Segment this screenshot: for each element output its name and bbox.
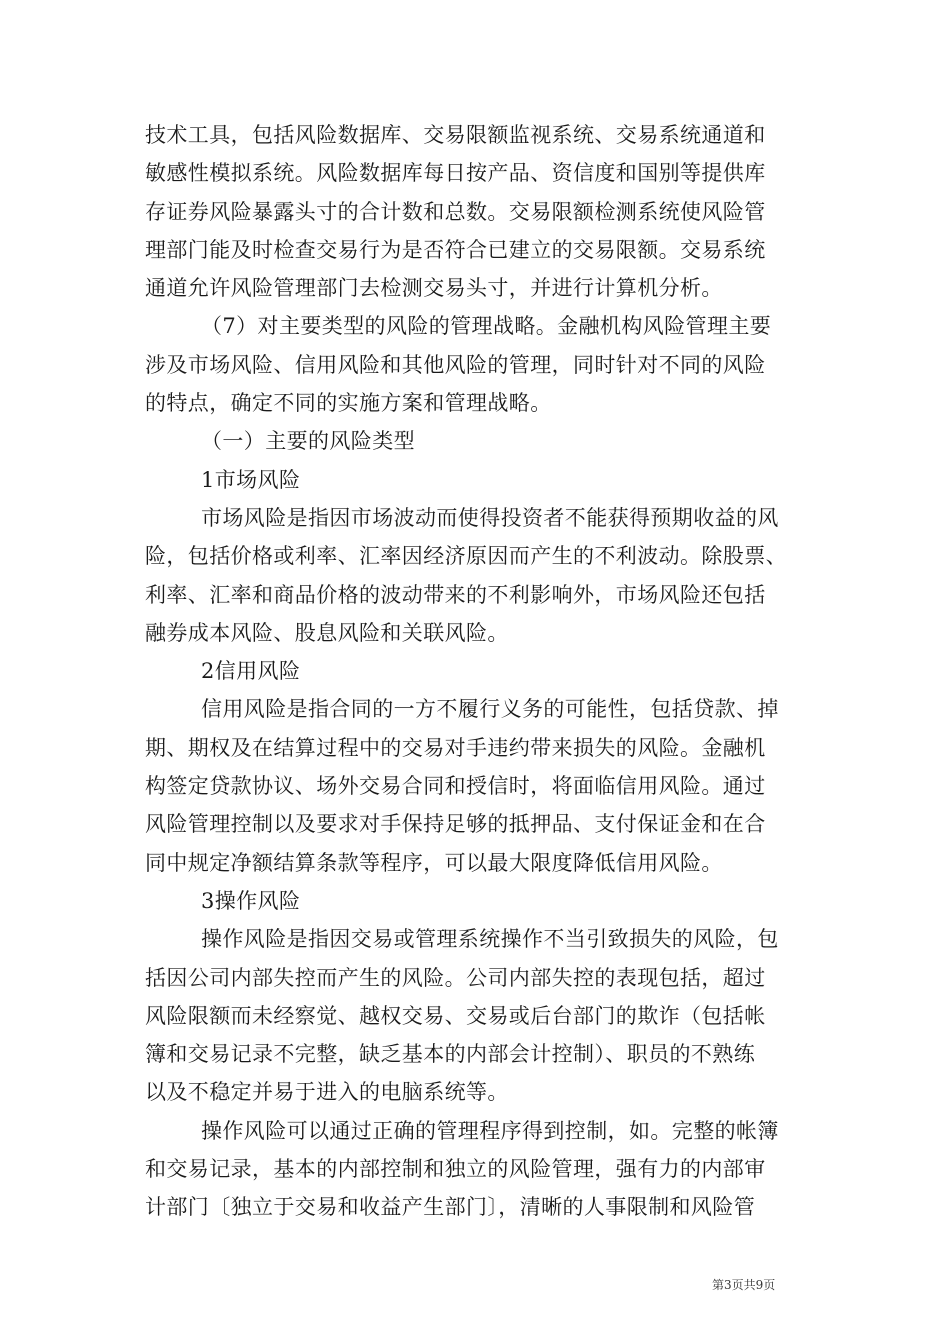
text-line: 风险管理控制以及要求对手保持足够的抵押品、支付保证金和在合 (145, 812, 766, 837)
text-line: 以及不稳定并易于进入的电脑系统等。 (145, 1080, 509, 1105)
text-line: 涉及市场风险、信用风险和其他风险的管理，同时针对不同的风险 (145, 352, 766, 377)
text-line: 融券成本风险、股息风险和关联风险。 (145, 620, 509, 645)
text-line: 技术工具，包括风险数据库、交易限额监视系统、交易系统通道和 (145, 123, 766, 147)
paragraph-start: 信用风险是指合同的一方不履行义务的可能性，包括贷款、掉 (201, 697, 779, 722)
paragraph-start: 操作风险是指因交易或管理系统操作不当引致损失的风险，包 (201, 927, 779, 952)
body-text (145, 116, 817, 1227)
page-number-footer: 第3页共9页 (712, 1278, 776, 1292)
text-line: 和交易记录，基本的内部控制和独立的风险管理，强有力的内部审 (145, 1157, 766, 1182)
text-line: 风险限额而未经察觉、越权交易、交易或后台部门的欺诈（包括帐 (145, 1003, 766, 1028)
text-line: 期、期权及在结算过程中的交易对手违约带来损失的风险。金融机 (145, 735, 766, 760)
text-line: 构签定贷款协议、场外交易合同和授信时，将面临信用风险。通过 (145, 774, 766, 799)
section-heading: （一）主要的风险类型 (201, 429, 415, 454)
paragraph-start: （7）对主要类型的风险的管理战略。金融机构风险管理主要 (201, 314, 772, 339)
subsection-heading: 3操作风险 (201, 888, 301, 913)
paragraph-start: 操作风险可以通过正确的管理程序得到控制，如。完整的帐簿 (201, 1118, 779, 1143)
text-line: 同中规定净额结算条款等程序，可以最大限度降低信用风险。 (145, 850, 723, 875)
text-line: 利率、汇率和商品价格的波动带来的不利影响外，市场风险还包括 (145, 582, 766, 607)
text-line: 险，包括价格或利率、汇率因经济原因而产生的不利波动。除股票、 (145, 544, 787, 569)
text-line: 簿和交易记录不完整，缺乏基本的内部会计控制）、职员的不熟练 (145, 1042, 756, 1067)
subsection-heading: 2信用风险 (201, 659, 301, 684)
text-line: 存证券风险暴露头寸的合计数和总数。交易限额检测系统使风险管 (145, 199, 766, 224)
text-line: 括因公司内部失控而产生的风险。公司内部失控的表现包括，超过 (145, 965, 766, 990)
subsection-heading: 1市场风险 (201, 467, 301, 492)
text-line: 计部门〔独立于交易和收益产生部门〕，清晰的人事限制和风险管 (145, 1195, 756, 1220)
text-line: 通道允许风险管理部门去检测交易头寸，并进行计算机分析。 (145, 276, 723, 301)
paragraph-start: 市场风险是指因市场波动而使得投资者不能获得预期收益的风 (201, 505, 779, 530)
text-line: 的特点，确定不同的实施方案和管理战略。 (145, 391, 552, 416)
text-line: 敏感性模拟系统。风险数据库每日按产品、资信度和国别等提供库 (145, 161, 766, 186)
text-line: 理部门能及时检查交易行为是否符合已建立的交易限额。交易系统 (145, 237, 766, 262)
